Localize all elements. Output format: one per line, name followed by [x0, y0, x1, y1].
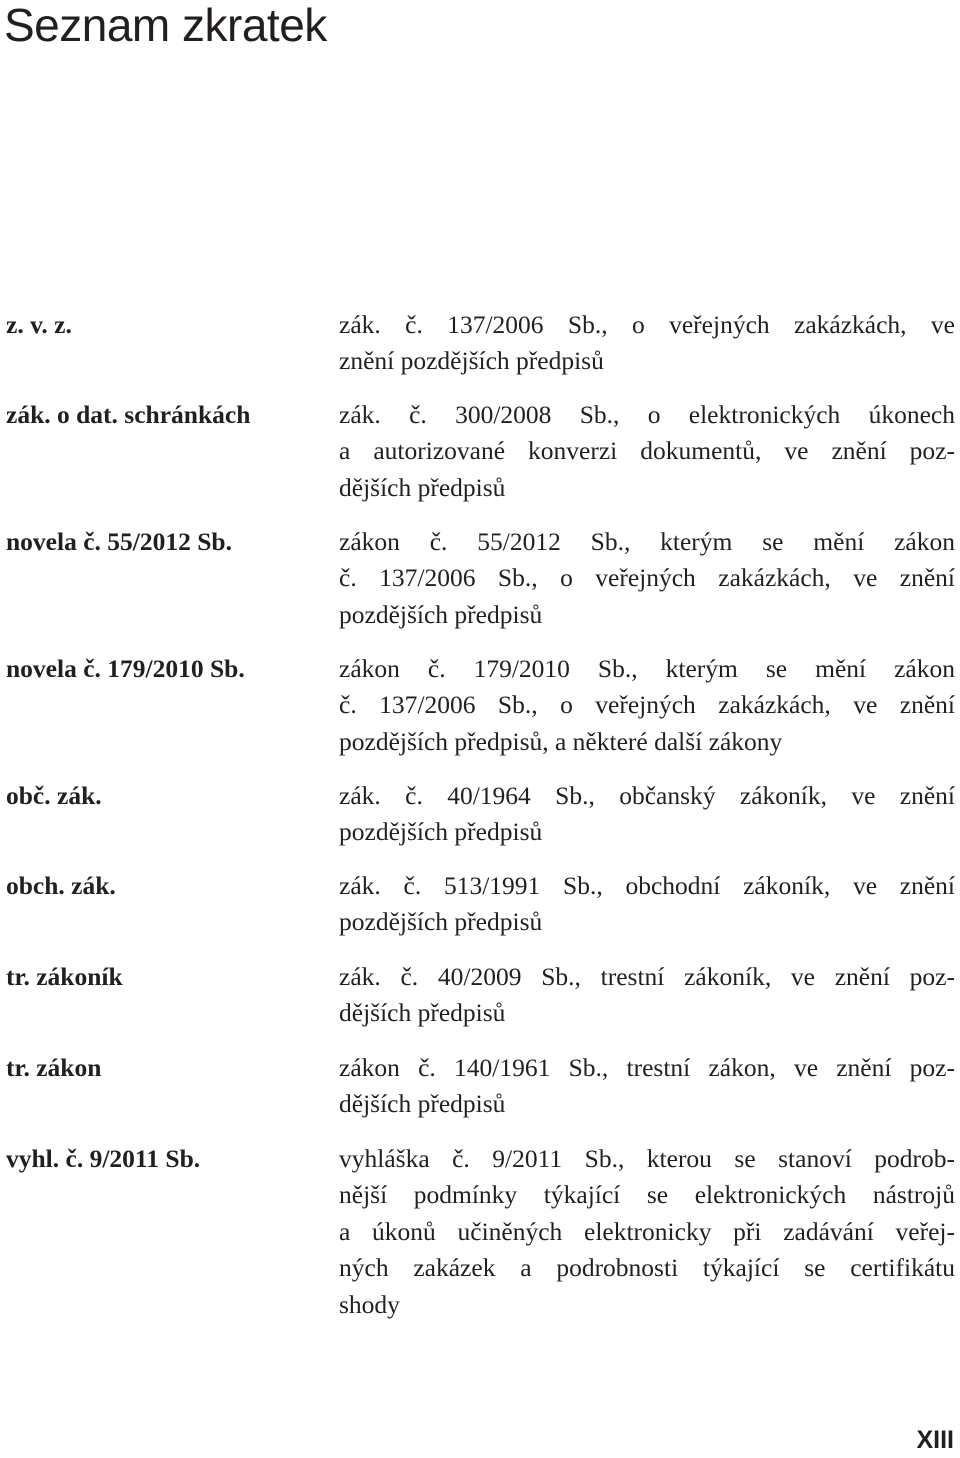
definition-line: zák. č. 513/1991 Sb., obchodní zákoník, ve znění [339, 871, 955, 900]
definition-line: zákon č. 55/2012 Sb., kterým se mění zákon [339, 527, 955, 556]
definition-line: dějších předpisů [339, 1089, 506, 1119]
definition-line: dějších předpisů [339, 472, 506, 502]
definition-line: zákon č. 140/1961 Sb., trestní zákon, ve znění poz- [339, 1053, 955, 1082]
abbreviation-definition [339, 868, 955, 941]
definition-line: zák. č. 40/1964 Sb., občanský zákoník, ve znění [339, 781, 955, 810]
definition-line: ných zakázek a podrobnosti týkající se certifikátu [339, 1253, 955, 1283]
definition-line: a autorizované konverzi dokumentů, ve znění poz- [339, 436, 955, 466]
abbreviation-term: tr. zákoník [6, 962, 123, 991]
definition-line: zák. č. 300/2008 Sb., o elektronických úkonech [339, 400, 955, 429]
definition-line: znění pozdějších předpisů [339, 346, 604, 376]
definition-line: vyhláška č. 9/2011 Sb., kterou se stanoví podrob- [339, 1144, 955, 1173]
abbreviation-definition [339, 397, 955, 506]
definition-line: zák. č. 40/2009 Sb., trestní zákoník, ve znění poz- [339, 962, 955, 991]
definition-line: zák. č. 137/2006 Sb., o veřejných zakázkách, ve [339, 310, 955, 339]
abbreviation-definition [339, 524, 955, 633]
definition-line: shody [339, 1289, 400, 1319]
abbreviation-term: z. v. z. [6, 310, 72, 339]
definition-line: č. 137/2006 Sb., o veřejných zakázkách, ve znění [339, 690, 955, 720]
abbreviation-definition [339, 959, 955, 1032]
definition-line: pozdějších předpisů, a některé další zákony [339, 726, 783, 756]
abbreviation-term: zák. o dat. schránkách [6, 400, 251, 429]
abbreviation-definition [339, 307, 955, 380]
page-title: Seznam zkratek [4, 0, 327, 51]
definition-line: č. 137/2006 Sb., o veřejných zakázkách, ve znění [339, 563, 955, 593]
abbreviation-term: novela č. 179/2010 Sb. [6, 654, 245, 683]
abbreviation-definition [339, 1141, 955, 1323]
definition-line: nější podmínky týkající se elektronických nástrojů [339, 1180, 955, 1210]
abbreviation-term: novela č. 55/2012 Sb. [6, 527, 232, 556]
definition-line: pozdějších předpisů [339, 817, 543, 847]
definition-line: zákon č. 179/2010 Sb., kterým se mění zákon [339, 654, 955, 683]
definition-line: pozdějších předpisů [339, 907, 543, 937]
abbreviation-definition [339, 1050, 955, 1123]
page-number: XIII [916, 1426, 954, 1454]
abbreviation-definition [339, 778, 955, 851]
definition-line: dějších předpisů [339, 998, 506, 1028]
abbreviation-term: obč. zák. [6, 781, 102, 810]
abbreviation-definition [339, 651, 955, 760]
abbreviation-term: obch. zák. [6, 871, 116, 900]
abbreviation-term: tr. zákon [6, 1053, 102, 1082]
abbreviation-term: vyhl. č. 9/2011 Sb. [6, 1144, 201, 1173]
definition-line: pozdějších předpisů [339, 599, 543, 629]
definition-line: a úkonů učiněných elektronicky při zadávání veřej- [339, 1216, 955, 1246]
